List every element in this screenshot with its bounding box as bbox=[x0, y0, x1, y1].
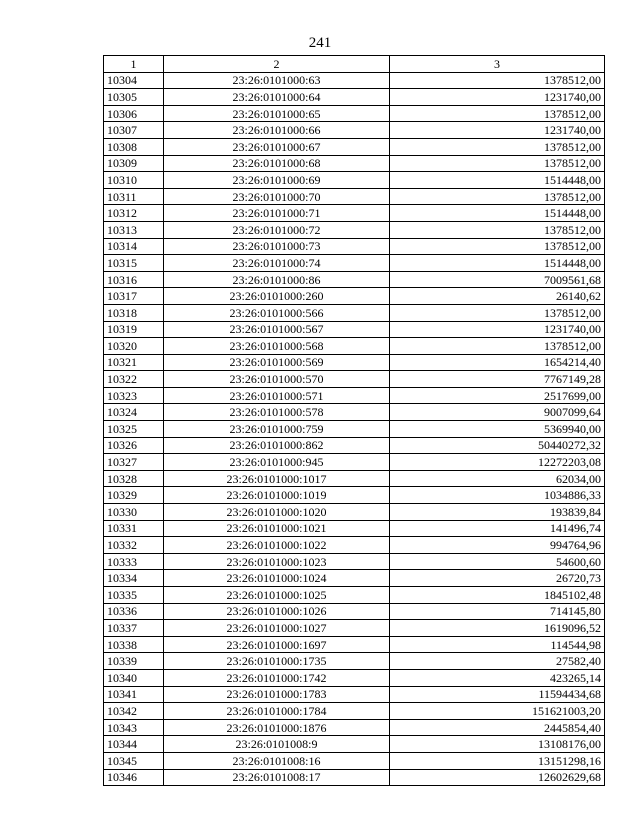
table-row bbox=[104, 89, 605, 106]
cadastral-value-cell: 114544,98 bbox=[390, 636, 605, 653]
row-number-cell: 10341 bbox=[104, 686, 164, 703]
table-row bbox=[104, 736, 605, 753]
cadastral-value-cell: 12272203,08 bbox=[390, 454, 605, 471]
cadastral-value-cell: 54600,60 bbox=[390, 553, 605, 570]
cadastral-number-cell: 23:26:0101000:68 bbox=[164, 155, 390, 172]
row-number-cell: 10314 bbox=[104, 238, 164, 255]
cadastral-value-cell: 994764,96 bbox=[390, 537, 605, 554]
table-row bbox=[104, 537, 605, 554]
row-number-cell: 10308 bbox=[104, 138, 164, 155]
cadastral-value-cell: 50440272,32 bbox=[390, 437, 605, 454]
row-number-cell: 10322 bbox=[104, 371, 164, 388]
cadastral-number-cell: 23:26:0101000:571 bbox=[164, 387, 390, 404]
cadastral-value-cell: 1378512,00 bbox=[390, 238, 605, 255]
cadastral-value-cell: 1034886,33 bbox=[390, 487, 605, 504]
row-number-cell: 10327 bbox=[104, 454, 164, 471]
cadastral-value-cell: 62034,00 bbox=[390, 470, 605, 487]
cadastral-number-cell: 23:26:0101000:67 bbox=[164, 138, 390, 155]
table-row bbox=[104, 271, 605, 288]
row-number-cell: 10331 bbox=[104, 520, 164, 537]
cadastral-value-cell: 1378512,00 bbox=[390, 221, 605, 238]
cadastral-value-cell: 7767149,28 bbox=[390, 371, 605, 388]
table-row bbox=[104, 636, 605, 653]
row-number-cell: 10319 bbox=[104, 321, 164, 338]
row-number-cell: 10335 bbox=[104, 587, 164, 604]
cadastral-number-cell: 23:26:0101000:862 bbox=[164, 437, 390, 454]
cadastral-value-cell: 141496,74 bbox=[390, 520, 605, 537]
row-number-cell: 10330 bbox=[104, 504, 164, 521]
row-number-cell: 10326 bbox=[104, 437, 164, 454]
cadastral-value-cell: 1378512,00 bbox=[390, 188, 605, 205]
table-row bbox=[104, 437, 605, 454]
table-row bbox=[104, 155, 605, 172]
cadastral-value-cell: 27582,40 bbox=[390, 653, 605, 670]
table-row bbox=[104, 421, 605, 438]
cadastral-number-cell: 23:26:0101000:570 bbox=[164, 371, 390, 388]
table-row bbox=[104, 570, 605, 587]
cadastral-number-cell: 23:26:0101000:567 bbox=[164, 321, 390, 338]
cadastral-value-cell: 193839,84 bbox=[390, 504, 605, 521]
row-number-cell: 10338 bbox=[104, 636, 164, 653]
cadastral-value-cell: 7009561,68 bbox=[390, 271, 605, 288]
table-row bbox=[104, 719, 605, 736]
cadastral-number-cell: 23:26:0101000:74 bbox=[164, 255, 390, 272]
cadastral-number-cell: 23:26:0101000:70 bbox=[164, 188, 390, 205]
cadastral-number-cell: 23:26:0101008:17 bbox=[164, 769, 390, 786]
row-number-cell: 10329 bbox=[104, 487, 164, 504]
table-row bbox=[104, 72, 605, 89]
row-number-cell: 10309 bbox=[104, 155, 164, 172]
row-number-cell: 10320 bbox=[104, 338, 164, 355]
cadastral-value-cell: 1378512,00 bbox=[390, 155, 605, 172]
cadastral-value-cell: 1619096,52 bbox=[390, 620, 605, 637]
table-row bbox=[104, 752, 605, 769]
table-row bbox=[104, 603, 605, 620]
row-number-cell: 10321 bbox=[104, 354, 164, 371]
table-row bbox=[104, 587, 605, 604]
cadastral-number-cell: 23:26:0101008:9 bbox=[164, 736, 390, 753]
row-number-cell: 10324 bbox=[104, 404, 164, 421]
cadastral-value-cell: 13151298,16 bbox=[390, 752, 605, 769]
cadastral-number-cell: 23:26:0101000:1027 bbox=[164, 620, 390, 637]
row-number-cell: 10323 bbox=[104, 387, 164, 404]
cadastral-number-cell: 23:26:0101000:945 bbox=[164, 454, 390, 471]
row-number-cell: 10339 bbox=[104, 653, 164, 670]
cadastral-number-cell: 23:26:0101000:569 bbox=[164, 354, 390, 371]
table-row bbox=[104, 404, 605, 421]
cadastral-number-cell: 23:26:0101000:73 bbox=[164, 238, 390, 255]
cadastral-number-cell: 23:26:0101000:1026 bbox=[164, 603, 390, 620]
cadastral-number-cell: 23:26:0101000:1784 bbox=[164, 703, 390, 720]
row-number-cell: 10342 bbox=[104, 703, 164, 720]
cadastral-number-cell: 23:26:0101000:1876 bbox=[164, 719, 390, 736]
row-number-cell: 10316 bbox=[104, 271, 164, 288]
table-row bbox=[104, 238, 605, 255]
table-row bbox=[104, 454, 605, 471]
cadastral-value-table bbox=[103, 55, 605, 786]
cadastral-number-cell: 23:26:0101000:63 bbox=[164, 72, 390, 89]
cadastral-value-cell: 2445854,40 bbox=[390, 719, 605, 736]
row-number-cell: 10346 bbox=[104, 769, 164, 786]
cadastral-value-cell: 1378512,00 bbox=[390, 105, 605, 122]
cadastral-value-cell: 1231740,00 bbox=[390, 122, 605, 139]
row-number-cell: 10328 bbox=[104, 470, 164, 487]
table-row bbox=[104, 138, 605, 155]
table-row bbox=[104, 172, 605, 189]
cadastral-value-cell: 9007099,64 bbox=[390, 404, 605, 421]
cadastral-number-cell: 23:26:0101000:65 bbox=[164, 105, 390, 122]
row-number-cell: 10337 bbox=[104, 620, 164, 637]
table-row bbox=[104, 304, 605, 321]
cadastral-value-cell: 1514448,00 bbox=[390, 205, 605, 222]
table-row bbox=[104, 504, 605, 521]
cadastral-value-cell: 1654214,40 bbox=[390, 354, 605, 371]
table-row bbox=[104, 122, 605, 139]
table-body bbox=[104, 72, 605, 786]
table-row bbox=[104, 338, 605, 355]
row-number-cell: 10344 bbox=[104, 736, 164, 753]
cadastral-number-cell: 23:26:0101000:1742 bbox=[164, 669, 390, 686]
table-row bbox=[104, 354, 605, 371]
table-row bbox=[104, 703, 605, 720]
cadastral-value-cell: 1378512,00 bbox=[390, 304, 605, 321]
cadastral-value-cell: 5369940,00 bbox=[390, 421, 605, 438]
row-number-cell: 10345 bbox=[104, 752, 164, 769]
table-row bbox=[104, 520, 605, 537]
table-row bbox=[104, 470, 605, 487]
cadastral-number-cell: 23:26:0101000:1735 bbox=[164, 653, 390, 670]
table-row bbox=[104, 487, 605, 504]
row-number-cell: 10313 bbox=[104, 221, 164, 238]
table-row bbox=[104, 288, 605, 305]
table-row bbox=[104, 387, 605, 404]
cadastral-number-cell: 23:26:0101000:66 bbox=[164, 122, 390, 139]
row-number-cell: 10336 bbox=[104, 603, 164, 620]
row-number-cell: 10334 bbox=[104, 570, 164, 587]
table-row bbox=[104, 205, 605, 222]
cadastral-number-cell: 23:26:0101000:64 bbox=[164, 89, 390, 106]
row-number-cell: 10318 bbox=[104, 304, 164, 321]
cadastral-value-cell: 13108176,00 bbox=[390, 736, 605, 753]
cadastral-value-cell: 1231740,00 bbox=[390, 89, 605, 106]
cadastral-value-cell: 2517699,00 bbox=[390, 387, 605, 404]
row-number-cell: 10332 bbox=[104, 537, 164, 554]
cadastral-number-cell: 23:26:0101000:1783 bbox=[164, 686, 390, 703]
cadastral-value-cell: 11594434,68 bbox=[390, 686, 605, 703]
table-row bbox=[104, 769, 605, 786]
cadastral-number-cell: 23:26:0101000:1024 bbox=[164, 570, 390, 587]
cadastral-value-cell: 1845102,48 bbox=[390, 587, 605, 604]
column-header-1: 1 bbox=[104, 56, 164, 73]
table-row bbox=[104, 371, 605, 388]
column-header-2: 2 bbox=[164, 56, 390, 73]
cadastral-number-cell: 23:26:0101000:86 bbox=[164, 271, 390, 288]
row-number-cell: 10340 bbox=[104, 669, 164, 686]
cadastral-value-cell: 1514448,00 bbox=[390, 172, 605, 189]
cadastral-number-cell: 23:26:0101000:69 bbox=[164, 172, 390, 189]
cadastral-number-cell: 23:26:0101000:1022 bbox=[164, 537, 390, 554]
table-row bbox=[104, 553, 605, 570]
table-row bbox=[104, 321, 605, 338]
cadastral-value-cell: 151621003,20 bbox=[390, 703, 605, 720]
row-number-cell: 10307 bbox=[104, 122, 164, 139]
cadastral-value-cell: 1378512,00 bbox=[390, 72, 605, 89]
page-number: 241 bbox=[308, 35, 332, 51]
cadastral-value-cell: 714145,80 bbox=[390, 603, 605, 620]
cadastral-number-cell: 23:26:0101000:1023 bbox=[164, 553, 390, 570]
table-row bbox=[104, 653, 605, 670]
cadastral-number-cell: 23:26:0101000:260 bbox=[164, 288, 390, 305]
row-number-cell: 10304 bbox=[104, 72, 164, 89]
cadastral-value-cell: 26720,73 bbox=[390, 570, 605, 587]
cadastral-number-cell: 23:26:0101000:566 bbox=[164, 304, 390, 321]
row-number-cell: 10333 bbox=[104, 553, 164, 570]
cadastral-number-cell: 23:26:0101000:759 bbox=[164, 421, 390, 438]
row-number-cell: 10310 bbox=[104, 172, 164, 189]
row-number-cell: 10305 bbox=[104, 89, 164, 106]
row-number-cell: 10311 bbox=[104, 188, 164, 205]
cadastral-value-cell: 12602629,68 bbox=[390, 769, 605, 786]
row-number-cell: 10317 bbox=[104, 288, 164, 305]
cadastral-number-cell: 23:26:0101000:568 bbox=[164, 338, 390, 355]
row-number-cell: 10306 bbox=[104, 105, 164, 122]
cadastral-number-cell: 23:26:0101000:1020 bbox=[164, 504, 390, 521]
cadastral-number-cell: 23:26:0101000:578 bbox=[164, 404, 390, 421]
cadastral-value-cell: 1231740,00 bbox=[390, 321, 605, 338]
row-number-cell: 10343 bbox=[104, 719, 164, 736]
table-row bbox=[104, 620, 605, 637]
table-row bbox=[104, 221, 605, 238]
table-row bbox=[104, 255, 605, 272]
cadastral-value-cell: 1514448,00 bbox=[390, 255, 605, 272]
cadastral-number-cell: 23:26:0101008:16 bbox=[164, 752, 390, 769]
row-number-cell: 10315 bbox=[104, 255, 164, 272]
row-number-cell: 10325 bbox=[104, 421, 164, 438]
column-header-3: 3 bbox=[390, 56, 605, 73]
table-row bbox=[104, 686, 605, 703]
row-number-cell: 10312 bbox=[104, 205, 164, 222]
cadastral-number-cell: 23:26:0101000:1025 bbox=[164, 587, 390, 604]
cadastral-number-cell: 23:26:0101000:1017 bbox=[164, 470, 390, 487]
header-row bbox=[104, 56, 605, 73]
cadastral-value-cell: 26140,62 bbox=[390, 288, 605, 305]
cadastral-number-cell: 23:26:0101000:1697 bbox=[164, 636, 390, 653]
cadastral-value-cell: 423265,14 bbox=[390, 669, 605, 686]
cadastral-value-cell: 1378512,00 bbox=[390, 138, 605, 155]
table-header bbox=[104, 56, 605, 73]
cadastral-number-cell: 23:26:0101000:1021 bbox=[164, 520, 390, 537]
cadastral-number-cell: 23:26:0101000:1019 bbox=[164, 487, 390, 504]
table-row bbox=[104, 105, 605, 122]
cadastral-number-cell: 23:26:0101000:71 bbox=[164, 205, 390, 222]
table-row bbox=[104, 669, 605, 686]
table-row bbox=[104, 188, 605, 205]
cadastral-value-cell: 1378512,00 bbox=[390, 338, 605, 355]
cadastral-number-cell: 23:26:0101000:72 bbox=[164, 221, 390, 238]
